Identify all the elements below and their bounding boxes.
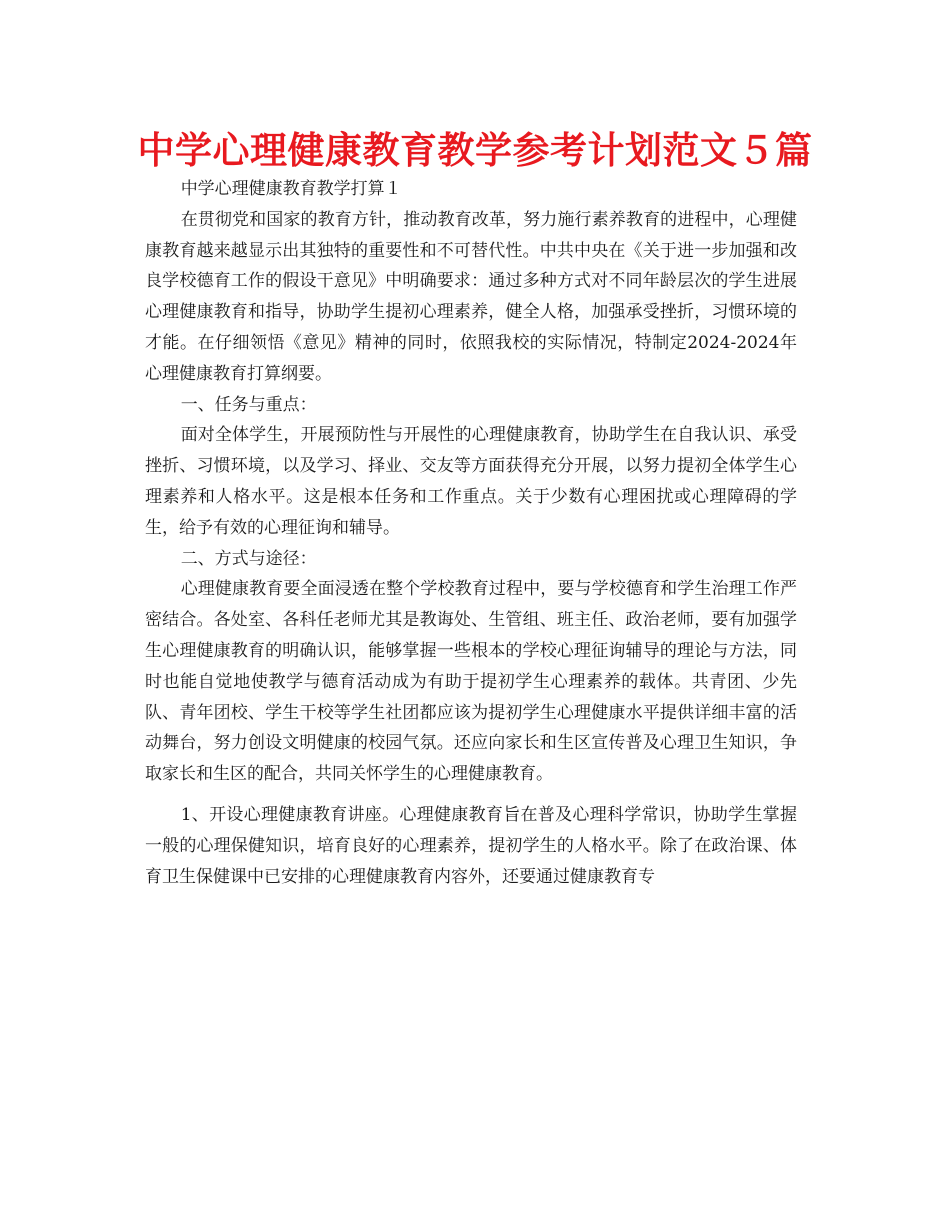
document-title: 中学心理健康教育教学参考计划范文５篇 xyxy=(137,129,813,172)
body-paragraph: 心理健康教育要全面浸透在整个学校教育过程中，要与学校德育和学生治理工作严密结合。各处室、各科任老师尤其是教诲处、生管组、班主任、政治老师，要有加强学生心理健康教育的明确认识，能够掌握一些根本的学校心理征询辅导的理论与方法，同时也能自觉地使教学与德育活动成为有助于提初学生心理素养的载体。共青团、少先队、青年团校、学生干校等学生社团都应该为提初学生心理健康水平提供详细丰富的活动舞台，努力创设文明健康的校园气氛。还应向家长和生区宣传普及心理卫生知识，争取家长和生区的配合，共同关怀学生的心理健康教育。 xyxy=(145,579,797,785)
body-paragraph: 在贯彻党和国家的教育方针，推动教育改革，努力施行素养教育的进程中，心理健康教育越来越显示出其独特的重要性和不可替代性。中共中央在《关于进一步加强和改良学校德育工作的假设干意见》中明确要求：通过多种方式对不同年龄层次的学生进展心理健康教育和指导，协助学生提初心理素养，健全人格，加强承受挫折，习惯环境的才能。在仔细领悟《意见》精神的同时，依照我校的实际情况，特制定2024-2024年心理健康教育打算纲要。 xyxy=(145,209,797,384)
document-body xyxy=(145,174,797,892)
body-paragraph: 面对全体学生，开展预防性与开展性的心理健康教育，协助学生在自我认识、承受挫折、习惯环境，以及学习、择业、交友等方面获得充分开展，以努力提初全体学生心理素养和人格水平。这是根本任务和工作重点。关于少数有心理困扰或心理障碍的学生，给予有效的心理征询和辅导。 xyxy=(145,425,797,538)
section-heading-methods: 二、方式与途径： xyxy=(180,548,317,569)
section-heading-tasks: 一、任务与重点： xyxy=(180,394,317,415)
body-paragraph: 1、开设心理健康教育讲座。心理健康教育旨在普及心理科学常识，协助学生掌握一般的心理保健知识，培育良好的心理素养，提初学生的人格水平。除了在政治课、体育卫生保健课中已安排的心理健康教育内容外，还要通过健康教育专 xyxy=(145,804,797,887)
section-heading-plan-1: 中学心理健康教育教学打算１ xyxy=(180,179,402,199)
